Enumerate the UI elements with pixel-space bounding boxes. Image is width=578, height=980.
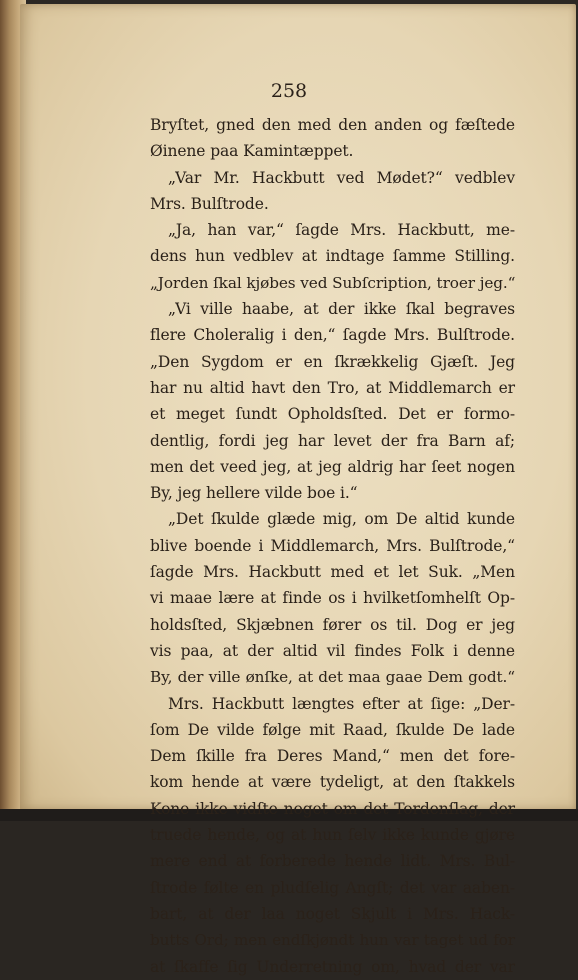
text-line: Mrs. Bulſtrode. xyxy=(150,194,269,213)
text-line: ſagde Mrs. Hackbutt med et let Suk. „Men xyxy=(150,563,515,582)
text-line: flere Choleralig i den,“ ſagde Mrs. Bulſtrode. xyxy=(150,326,515,345)
text-line: vi maae lære at finde os i hvilketſomhelſt Op- xyxy=(150,589,515,608)
text-line: Kone ikke vidſte noget om det Tordenſlag, der xyxy=(150,799,515,818)
text-line: bart, at der laa noget Skjult i Mrs. Hack- xyxy=(150,904,515,923)
text-line: holdsſted, Skjæbnen fører os til. Dog er jeg xyxy=(150,615,515,634)
text-line: „Jorden ſkal kjøbes ved Subſcription, troer jeg.“ xyxy=(150,273,516,292)
text-line: Bryſtet, gned den med den anden og fæſtede xyxy=(150,116,515,134)
text-line: By, jeg hellere vilde boe i.“ xyxy=(150,484,358,503)
text-line: mere end at forberede hende lidt. Mrs. Bul- xyxy=(150,852,515,871)
text-line: Dem ſkille fra Deres Mand,“ men det fore- xyxy=(150,747,515,766)
text-line: ſtrode følte en pludſelig Angſt; det var aaben- xyxy=(150,878,515,897)
text-line: vis paa, at der altid vil findes Folk i denne xyxy=(150,641,515,660)
text-line: butts Ord; men endſkjøndt hun var taget ud for xyxy=(150,931,515,950)
text-line: har nu altid havt den Tro, at Middlemarch er xyxy=(150,378,515,397)
text-line: dentlig, fordi jeg har levet der fra Barn af; xyxy=(150,431,515,450)
text-line: „Det ſkulde glæde mig, om De altid kunde xyxy=(168,510,515,529)
body-text xyxy=(150,112,515,980)
text-line: blive boende i Middlemarch, Mrs. Bulſtrode,“ xyxy=(150,536,515,555)
text-line: „Vi ville haabe, at der ikke ſkal begraves xyxy=(168,300,515,319)
text-line: „Ja, han var,“ ſagde Mrs. Hackbutt, me- xyxy=(168,221,515,240)
text-line: By, der ville ønſke, at det maa gaae Dem godt.“ xyxy=(150,668,515,687)
text-line: at ſkaffe ſig Underretning om, hvad der var xyxy=(150,957,515,976)
text-line: kom hende at være tydeligt, at den ſtakkels xyxy=(150,773,515,792)
page-number: 258 xyxy=(270,80,308,102)
text-line: „Var Mr. Hackbutt ved Mødet?“ vedblev xyxy=(168,168,515,187)
text-line: Mrs. Hackbutt længtes efter at ſige: „Der- xyxy=(168,694,515,713)
text-line: ſom De vilde følge mit Raad, ſkulde De lade xyxy=(150,720,515,739)
text-line: men det veed jeg, at jeg aldrig har ſeet nogen xyxy=(150,457,515,476)
text-line: et meget ſundt Opholdsſted. Det er formo- xyxy=(150,405,515,424)
text-line: truede hende, og at hun ſelv ikke kunde gjøre xyxy=(150,826,515,845)
text-line: „Den Sygdom er en ſkrækkelig Gjæſt. Jeg xyxy=(150,352,515,371)
text-line: dens hun vedblev at indtage ſamme Stilling. xyxy=(150,247,515,266)
text-line: Øinene paa Kamintæppet. xyxy=(150,142,354,161)
